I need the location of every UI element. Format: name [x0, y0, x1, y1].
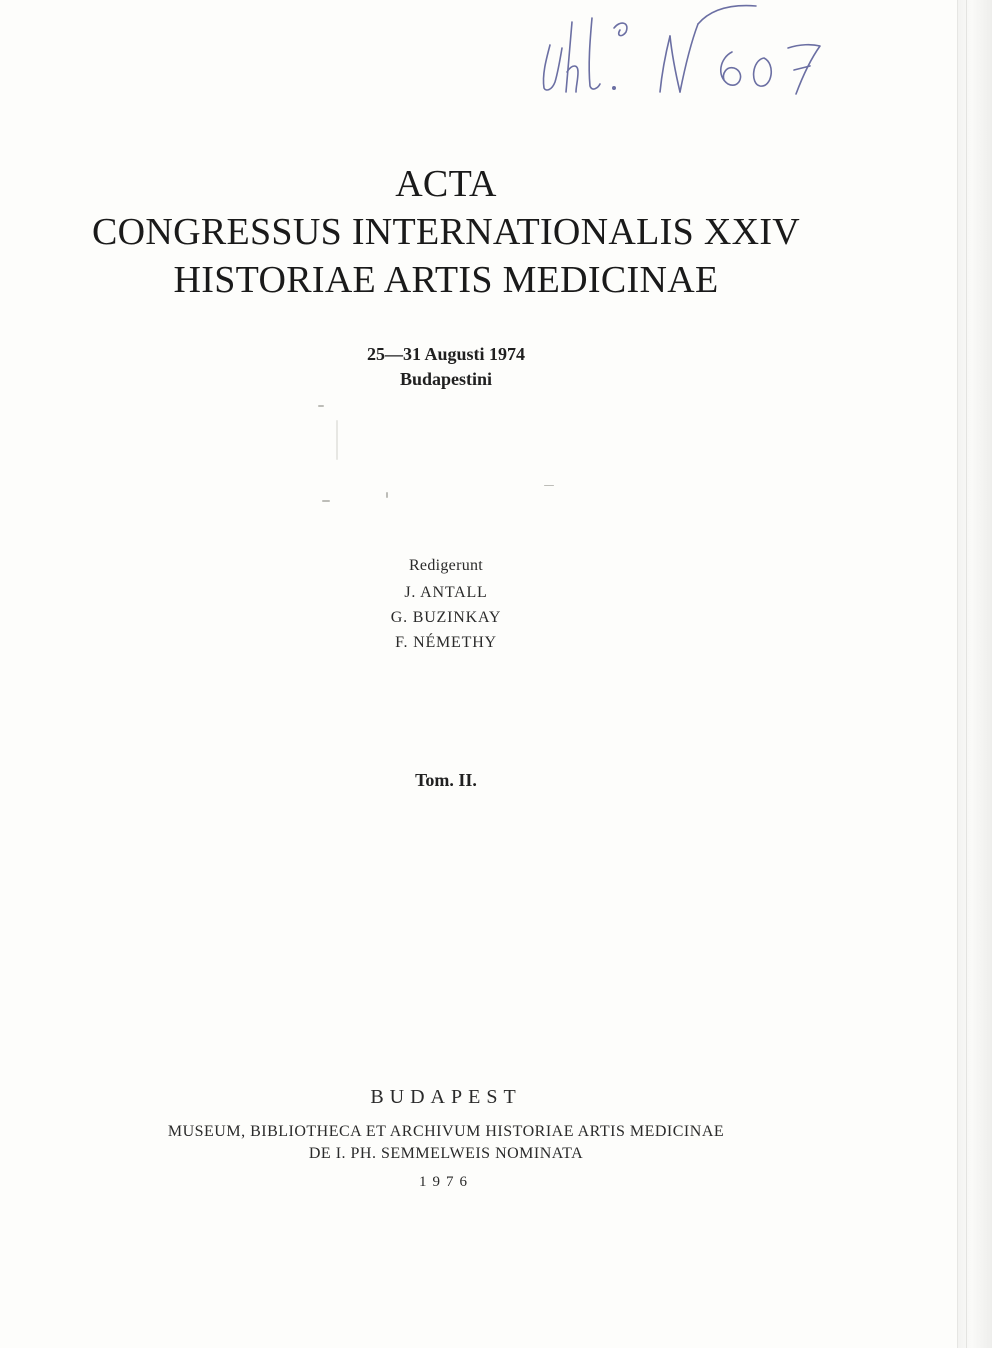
page-edge — [957, 0, 992, 1348]
paper-speck — [544, 485, 554, 486]
editor-name: J. ANTALL — [404, 584, 488, 601]
publication-city: BUDAPEST — [370, 1086, 522, 1108]
paper-speck — [322, 500, 330, 502]
publisher-block — [0, 1121, 892, 1165]
tome-number: Tom. II. — [415, 770, 477, 790]
handwritten-shelf-mark — [520, 0, 830, 110]
title-line-2: CONGRESSUS INTERNATIONALIS XXIV — [91, 211, 801, 253]
editors-label: Redigerunt — [408, 557, 484, 574]
paper-speck — [336, 420, 338, 460]
publisher-line-1: MUSEUM, BIBLIOTHECA ET ARCHIVUM HISTORIAE ARTIS MEDICINAE — [167, 1123, 725, 1140]
editors-block — [0, 553, 892, 655]
title-line-3: HISTORIAE ARTIS MEDICINAE — [173, 259, 719, 301]
place-text: Budapestini — [399, 369, 493, 389]
publisher-line-2: DE I. PH. SEMMELWEIS NOMINATA — [308, 1145, 584, 1162]
editor-name: F. NÉMETHY — [395, 634, 497, 651]
date-text: 25—31 Augusti 1974 — [366, 344, 526, 364]
congress-dates — [0, 342, 892, 392]
publication-year: 1976 — [419, 1174, 473, 1190]
paper-speck — [386, 492, 388, 498]
title-block — [0, 160, 892, 304]
paper-speck — [318, 405, 324, 407]
editor-name: G. BUZINKAY — [390, 609, 502, 626]
title-line-1: ACTA — [395, 163, 497, 205]
